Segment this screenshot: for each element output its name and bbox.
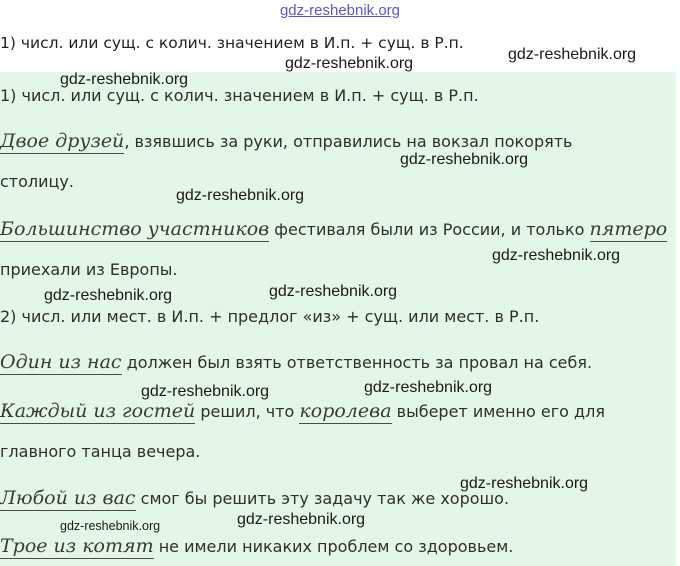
sentence-text: смог бы решить эту задачу так же хорошо.	[135, 489, 510, 508]
watermark: gdz-reshebnik.org	[44, 287, 173, 304]
sentence-text: выберет именно его для	[391, 402, 605, 421]
section1-heading: 1) числ. или сущ. с колич. значением в И.п. + сущ. в Р.п.	[0, 86, 479, 105]
site-header-link[interactable]: gdz-reshebnik.org	[279, 2, 401, 19]
watermark: gdz-reshebnik.org	[492, 247, 621, 264]
watermark: gdz-reshebnik.org	[460, 475, 589, 492]
sentence-4	[0, 400, 605, 423]
sentence-text: не имели никаких проблем со здоровьем.	[153, 537, 514, 556]
subject-underlined: Любой из вас	[0, 487, 136, 509]
sentence-2	[0, 218, 667, 241]
sentence-6	[0, 535, 513, 558]
watermark: gdz-reshebnik.org	[141, 383, 270, 400]
sentence-2-cont: приехали из Европы.	[0, 260, 178, 279]
sentence-1-cont: столицу.	[0, 172, 74, 191]
subject-underlined: Большинство участников	[0, 218, 270, 240]
watermark: gdz-reshebnik.org	[237, 511, 366, 528]
section2-heading: 2) числ. или мест. в И.п. + предлог «из» + сущ. или мест. в Р.п.	[0, 307, 540, 326]
sentence-4-cont: главного танца вечера.	[0, 442, 201, 461]
sentence-text: решил, что	[195, 402, 300, 421]
watermark: gdz-reshebnik.org	[269, 283, 398, 300]
subject-underlined: Трое из котят	[0, 535, 154, 557]
watermark: gdz-reshebnik.org	[285, 55, 414, 72]
watermark: gdz-reshebnik.org	[400, 151, 529, 168]
subject-underlined: Двое друзей	[0, 130, 125, 152]
watermark: gdz-reshebnik.org	[364, 379, 493, 396]
sentence-text: , взявшись за руки, отправились на вокзал покорять	[124, 132, 573, 151]
top-rule-line: 1) числ. или сущ. с колич. значением в И.п. + сущ. в Р.п.	[0, 34, 464, 52]
watermark: gdz-reshebnik.org	[508, 46, 637, 63]
predicate-underlined: королева	[299, 400, 392, 422]
sentence-5	[0, 487, 509, 510]
subject-underlined: пятеро	[589, 218, 668, 240]
watermark: gdz-reshebnik.org	[60, 519, 161, 533]
subject-underlined: Один из нас	[0, 351, 122, 373]
sentence-text: должен был взять ответственность за провал на себя.	[121, 353, 593, 372]
subject-underlined: Каждый из гостей	[0, 400, 196, 422]
watermark: gdz-reshebnik.org	[176, 187, 305, 204]
sentence-3	[0, 351, 592, 374]
watermark: gdz-reshebnik.org	[60, 71, 189, 88]
sentence-1	[0, 130, 572, 153]
sentence-text: фестиваля были из России, и только	[269, 220, 590, 239]
